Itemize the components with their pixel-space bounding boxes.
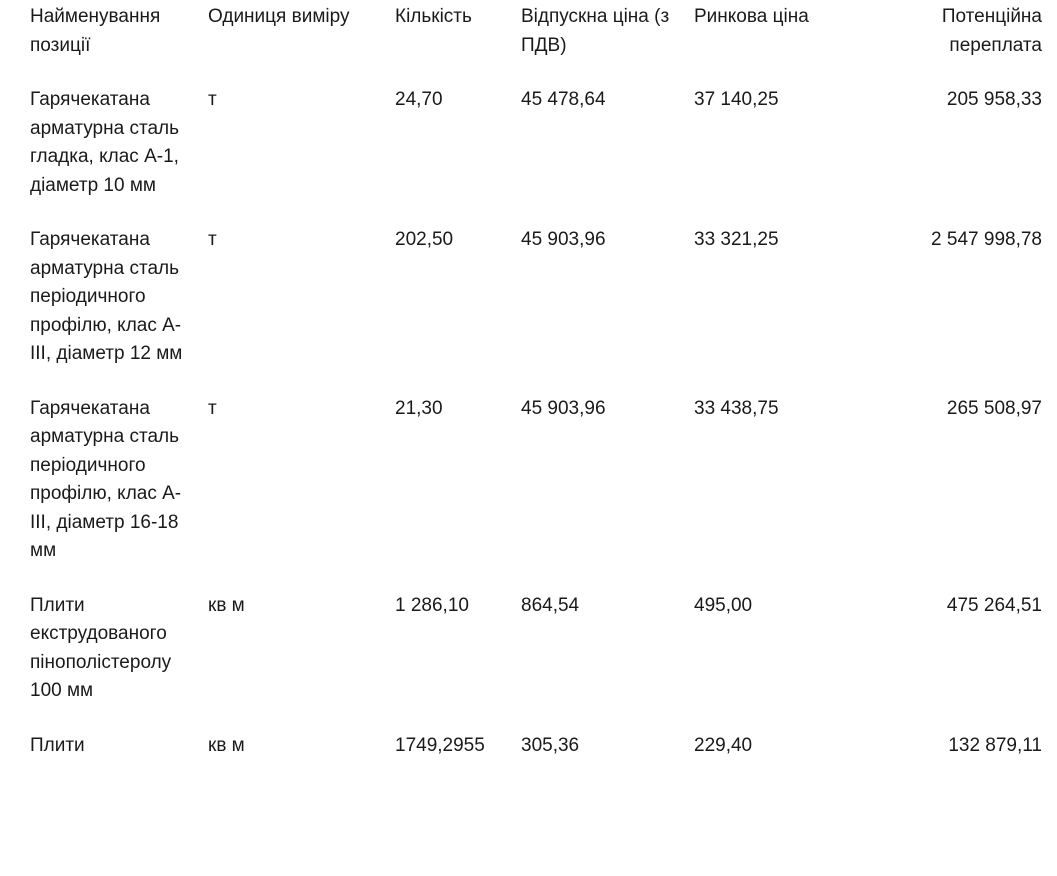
cell-quantity: 24,70 xyxy=(395,89,443,110)
cell-price: 45 478,64 xyxy=(521,89,606,110)
cell-market-price: 33 438,75 xyxy=(694,397,779,419)
table-row xyxy=(30,732,1042,787)
cell-market-price: 37 140,25 xyxy=(694,89,779,110)
cell-unit: т xyxy=(208,89,217,110)
cell-unit: кв м xyxy=(208,734,245,756)
header-price: Відпускна ціна (з ПДВ) xyxy=(521,6,670,56)
cell-market-price: 33 321,25 xyxy=(694,229,779,250)
cell-price: 45 903,96 xyxy=(521,397,606,419)
cell-overpayment: 475 264,51 xyxy=(946,594,1042,616)
cell-overpayment: 132 879,11 xyxy=(948,734,1042,756)
cell-unit: т xyxy=(208,397,217,419)
table-row xyxy=(30,226,1042,395)
cell-market-price: 495,00 xyxy=(694,594,753,616)
cell-quantity: 1 286,10 xyxy=(395,594,469,616)
table-row xyxy=(30,592,1042,732)
table-row xyxy=(30,395,1042,592)
header-overpayment: Потенційна переплата xyxy=(941,6,1042,56)
cell-overpayment: 265 508,97 xyxy=(946,397,1042,419)
cell-name: Гарячекатана арматурна сталь гладка, клас А-1, діаметр 10 мм xyxy=(30,89,179,196)
cell-quantity: 1749,2955 xyxy=(395,734,485,756)
cell-name: Плити xyxy=(30,734,85,756)
header-market-price: Ринкова ціна xyxy=(694,6,809,27)
cell-price: 45 903,96 xyxy=(521,229,606,250)
table-row xyxy=(30,86,1042,226)
header-name: Найменування позиції xyxy=(30,6,161,56)
cell-name: Плити екструдованого пінополістеролу 100 мм xyxy=(30,594,172,701)
table-body xyxy=(30,86,1042,786)
price-comparison-table xyxy=(30,3,1042,786)
header-unit: Одиниця виміру xyxy=(208,6,350,27)
cell-unit: т xyxy=(208,229,217,250)
cell-price: 864,54 xyxy=(521,594,580,616)
header-row xyxy=(30,3,1042,86)
cell-overpayment: 2 547 998,78 xyxy=(931,229,1042,250)
cell-name: Гарячекатана арматурна сталь періодичного профілю, клас А-ІІІ, діаметр 16-18 мм xyxy=(30,397,182,561)
header-quantity: Кількість xyxy=(395,6,472,27)
cell-price: 305,36 xyxy=(521,734,580,756)
cell-name: Гарячекатана арматурна сталь періодичного профілю, клас А-ІІІ, діаметр 12 мм xyxy=(30,229,183,364)
table-header xyxy=(30,3,1042,86)
cell-market-price: 229,40 xyxy=(694,734,753,756)
cell-overpayment: 205 958,33 xyxy=(946,89,1042,110)
cell-quantity: 21,30 xyxy=(395,397,443,419)
cell-quantity: 202,50 xyxy=(395,229,454,250)
cell-unit: кв м xyxy=(208,594,245,616)
